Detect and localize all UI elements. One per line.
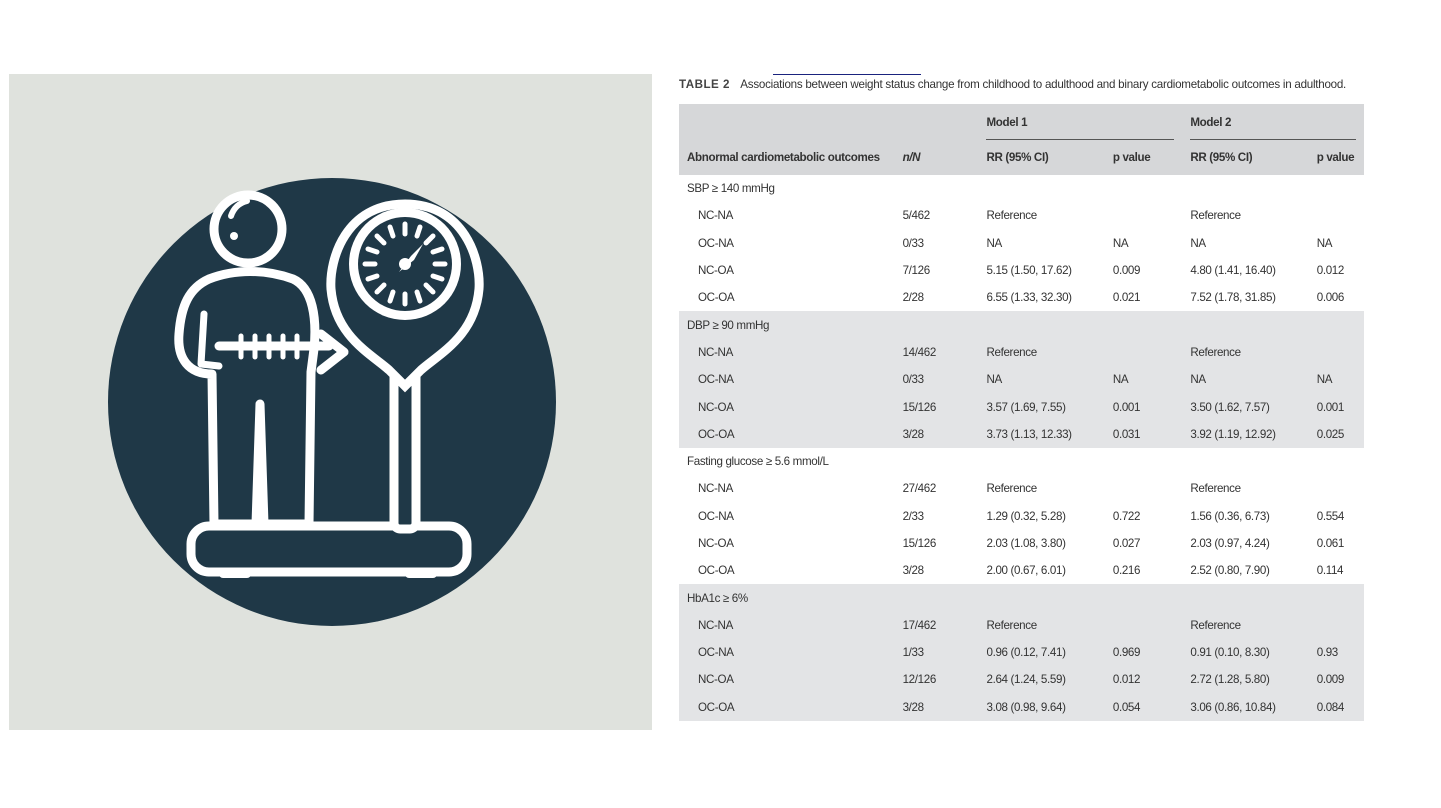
cell-p2: 0.009	[1316, 673, 1344, 687]
cell-rr2: 7.52 (1.78, 31.85)	[1190, 291, 1276, 305]
header-row-columns	[679, 140, 1364, 175]
table-caption-text: Associations between weight status change from childhood to adulthood and binary cardiometabolic outcomes in adulthood.	[740, 78, 1347, 91]
cell-nn: 1/33	[902, 646, 924, 660]
cell-nn: 5/462	[902, 209, 930, 223]
section-hba1c	[679, 584, 1364, 720]
cell-p1: 0.216	[1112, 564, 1141, 578]
cell-p2: 0.025	[1316, 427, 1344, 441]
cell-rr1: 5.15 (1.50, 17.62)	[986, 264, 1072, 278]
cell-rr1: NA	[986, 373, 1002, 387]
cell-group: OC-NA	[698, 236, 734, 250]
cell-rr1: 2.03 (1.08, 3.80)	[986, 537, 1066, 550]
cell-rr2: 3.06 (0.86, 10.84)	[1190, 700, 1276, 714]
section-sbp	[679, 175, 1364, 311]
section-dbp	[679, 311, 1364, 447]
caption-link-underline[interactable]	[773, 74, 921, 75]
cell-rr1: 3.08 (0.98, 9.64)	[986, 700, 1066, 714]
cell-group: NC-OA	[698, 400, 734, 414]
table-row	[679, 475, 1364, 502]
table-row	[679, 339, 1364, 366]
cell-p1	[1105, 612, 1183, 639]
cell-rr1: 0.96 (0.12, 7.41)	[986, 646, 1066, 660]
cell-rr2: 2.72 (1.28, 5.80)	[1190, 673, 1270, 687]
cell-p1: 0.009	[1112, 264, 1141, 278]
header-model2	[1182, 104, 1364, 140]
table-row	[679, 393, 1364, 420]
cell-group: NC-NA	[698, 345, 733, 359]
cell-rr1: Reference	[986, 482, 1037, 496]
cell-rr2: NA	[1190, 373, 1206, 387]
section-title-row	[679, 584, 1364, 611]
cell-group: OC-OA	[698, 427, 735, 441]
cell-rr2: Reference	[1190, 618, 1241, 632]
cell-group: NC-NA	[698, 618, 733, 632]
table-caption	[679, 78, 1369, 91]
table-row	[679, 694, 1364, 721]
cell-p1: 0.012	[1112, 673, 1141, 687]
table-row	[679, 230, 1364, 257]
table-row	[679, 557, 1364, 584]
cell-p1	[1105, 475, 1183, 502]
model1-label: Model 1	[986, 115, 1028, 129]
cell-nn: 27/462	[902, 482, 936, 496]
model2-rule	[1190, 139, 1356, 140]
cell-p1: 0.001	[1112, 400, 1141, 414]
cell-rr2: Reference	[1190, 209, 1241, 223]
header-p2: p value	[1316, 151, 1355, 164]
weight-scale-illustration	[9, 74, 652, 730]
cell-p1: 0.722	[1112, 509, 1141, 523]
cell-p1: NA	[1112, 236, 1129, 250]
cell-rr2: 2.03 (0.97, 4.24)	[1190, 537, 1270, 550]
cell-nn: 2/33	[902, 509, 924, 523]
section-title-row	[679, 448, 1364, 475]
cell-nn: 2/28	[902, 291, 924, 305]
table-row	[679, 366, 1364, 393]
section-fasting-glucose	[679, 448, 1364, 584]
cell-rr1: Reference	[986, 618, 1037, 632]
table-row	[679, 257, 1364, 284]
cell-nn: 3/28	[902, 427, 924, 441]
cell-p2	[1309, 475, 1364, 502]
table-row	[679, 284, 1364, 311]
cell-p2: 0.001	[1316, 400, 1344, 414]
section-title-row	[679, 311, 1364, 338]
cell-group: OC-NA	[698, 373, 734, 387]
cell-p2	[1309, 339, 1364, 366]
header-spacer	[895, 104, 979, 140]
cell-group: OC-OA	[698, 700, 735, 714]
header-rr2: RR (95% CI)	[1190, 151, 1253, 164]
model2-label: Model 2	[1190, 115, 1232, 129]
cell-p2: 0.93	[1316, 646, 1338, 660]
section-title: HbA1c ≥ 6%	[687, 591, 748, 605]
table-row	[679, 639, 1364, 666]
cell-p1: 0.054	[1112, 700, 1141, 714]
table-row	[679, 666, 1364, 693]
cell-rr1: 3.73 (1.13, 12.33)	[986, 427, 1072, 441]
table-row	[679, 503, 1364, 530]
cell-p2: 0.006	[1316, 291, 1344, 305]
cell-rr2: 1.56 (0.36, 6.73)	[1190, 509, 1270, 523]
cell-p2: 0.061	[1316, 537, 1344, 550]
table-label: TABLE 2	[679, 78, 730, 91]
cell-nn: 12/126	[902, 673, 936, 687]
cell-group: OC-NA	[698, 646, 734, 660]
cell-rr1: 1.29 (0.32, 5.28)	[986, 509, 1066, 523]
results-table	[679, 104, 1364, 721]
header-model1	[978, 104, 1182, 140]
model1-rule	[986, 139, 1174, 140]
cell-p2: 0.084	[1316, 700, 1344, 714]
cell-nn: 7/126	[902, 264, 930, 278]
cell-rr1: NA	[986, 236, 1002, 250]
cell-p1: 0.969	[1112, 646, 1141, 660]
cell-nn: 3/28	[902, 700, 924, 714]
cell-rr1: 6.55 (1.33, 32.30)	[986, 291, 1072, 305]
person-on-scale-icon	[9, 74, 652, 730]
section-title: SBP ≥ 140 mmHg	[687, 182, 775, 196]
cell-p2: NA	[1316, 373, 1333, 387]
cell-p1	[1105, 202, 1183, 229]
cell-p2	[1309, 612, 1364, 639]
cell-nn: 15/126	[902, 537, 936, 550]
section-title: DBP ≥ 90 mmHg	[687, 318, 770, 332]
cell-rr2: Reference	[1190, 345, 1241, 359]
cell-nn: 0/33	[902, 373, 924, 387]
cell-p1: NA	[1112, 373, 1129, 387]
cell-rr1: Reference	[986, 345, 1037, 359]
cell-p1: 0.031	[1112, 427, 1141, 441]
cell-nn: 15/126	[902, 400, 936, 414]
header-p1: p value	[1112, 151, 1151, 164]
cell-nn: 3/28	[902, 564, 924, 578]
cell-group: OC-OA	[698, 291, 735, 305]
header-nn: n/N	[902, 151, 921, 164]
cell-group: OC-NA	[698, 509, 734, 523]
cell-p1: 0.027	[1112, 537, 1141, 550]
cell-rr1: Reference	[986, 209, 1037, 223]
cell-p2: 0.012	[1316, 264, 1344, 278]
cell-group: OC-OA	[698, 564, 735, 578]
section-title-row	[679, 175, 1364, 202]
cell-nn: 14/462	[902, 345, 936, 359]
cell-p2: 0.114	[1316, 564, 1344, 578]
cell-p1: 0.021	[1112, 291, 1141, 305]
cell-group: NC-NA	[698, 482, 733, 496]
cell-rr2: 0.91 (0.10, 8.30)	[1190, 646, 1270, 660]
header-rr1: RR (95% CI)	[986, 151, 1049, 164]
cell-rr2: 4.80 (1.41, 16.40)	[1190, 264, 1276, 278]
cell-rr2: 3.92 (1.19, 12.92)	[1190, 427, 1276, 441]
cell-p1	[1105, 339, 1183, 366]
cell-nn: 0/33	[902, 236, 924, 250]
cell-rr2: NA	[1190, 236, 1206, 250]
cell-p2: NA	[1316, 236, 1333, 250]
table-row	[679, 421, 1364, 448]
cell-rr2: Reference	[1190, 482, 1241, 496]
section-title: Fasting glucose ≥ 5.6 mmol/L	[687, 455, 829, 469]
cell-rr1: 2.64 (1.24, 5.59)	[986, 673, 1066, 687]
table-row	[679, 612, 1364, 639]
cell-group: NC-OA	[698, 537, 734, 550]
cell-nn: 17/462	[902, 618, 936, 632]
cell-group: NC-OA	[698, 673, 734, 687]
table-row	[679, 202, 1364, 229]
table-row	[679, 530, 1364, 557]
cell-p2	[1309, 202, 1364, 229]
cell-rr1: 3.57 (1.69, 7.55)	[986, 400, 1066, 414]
header-outcomes: Abnormal cardiometabolic outcomes	[687, 151, 880, 164]
cell-rr2: 2.52 (0.80, 7.90)	[1190, 564, 1270, 578]
cell-p2: 0.554	[1316, 509, 1344, 523]
cell-rr1: 2.00 (0.67, 6.01)	[986, 564, 1066, 578]
cell-rr2: 3.50 (1.62, 7.57)	[1190, 400, 1270, 414]
cell-group: NC-NA	[698, 209, 733, 223]
header-row-models	[679, 104, 1364, 140]
header-spacer	[679, 104, 895, 140]
cell-group: NC-OA	[698, 264, 734, 278]
